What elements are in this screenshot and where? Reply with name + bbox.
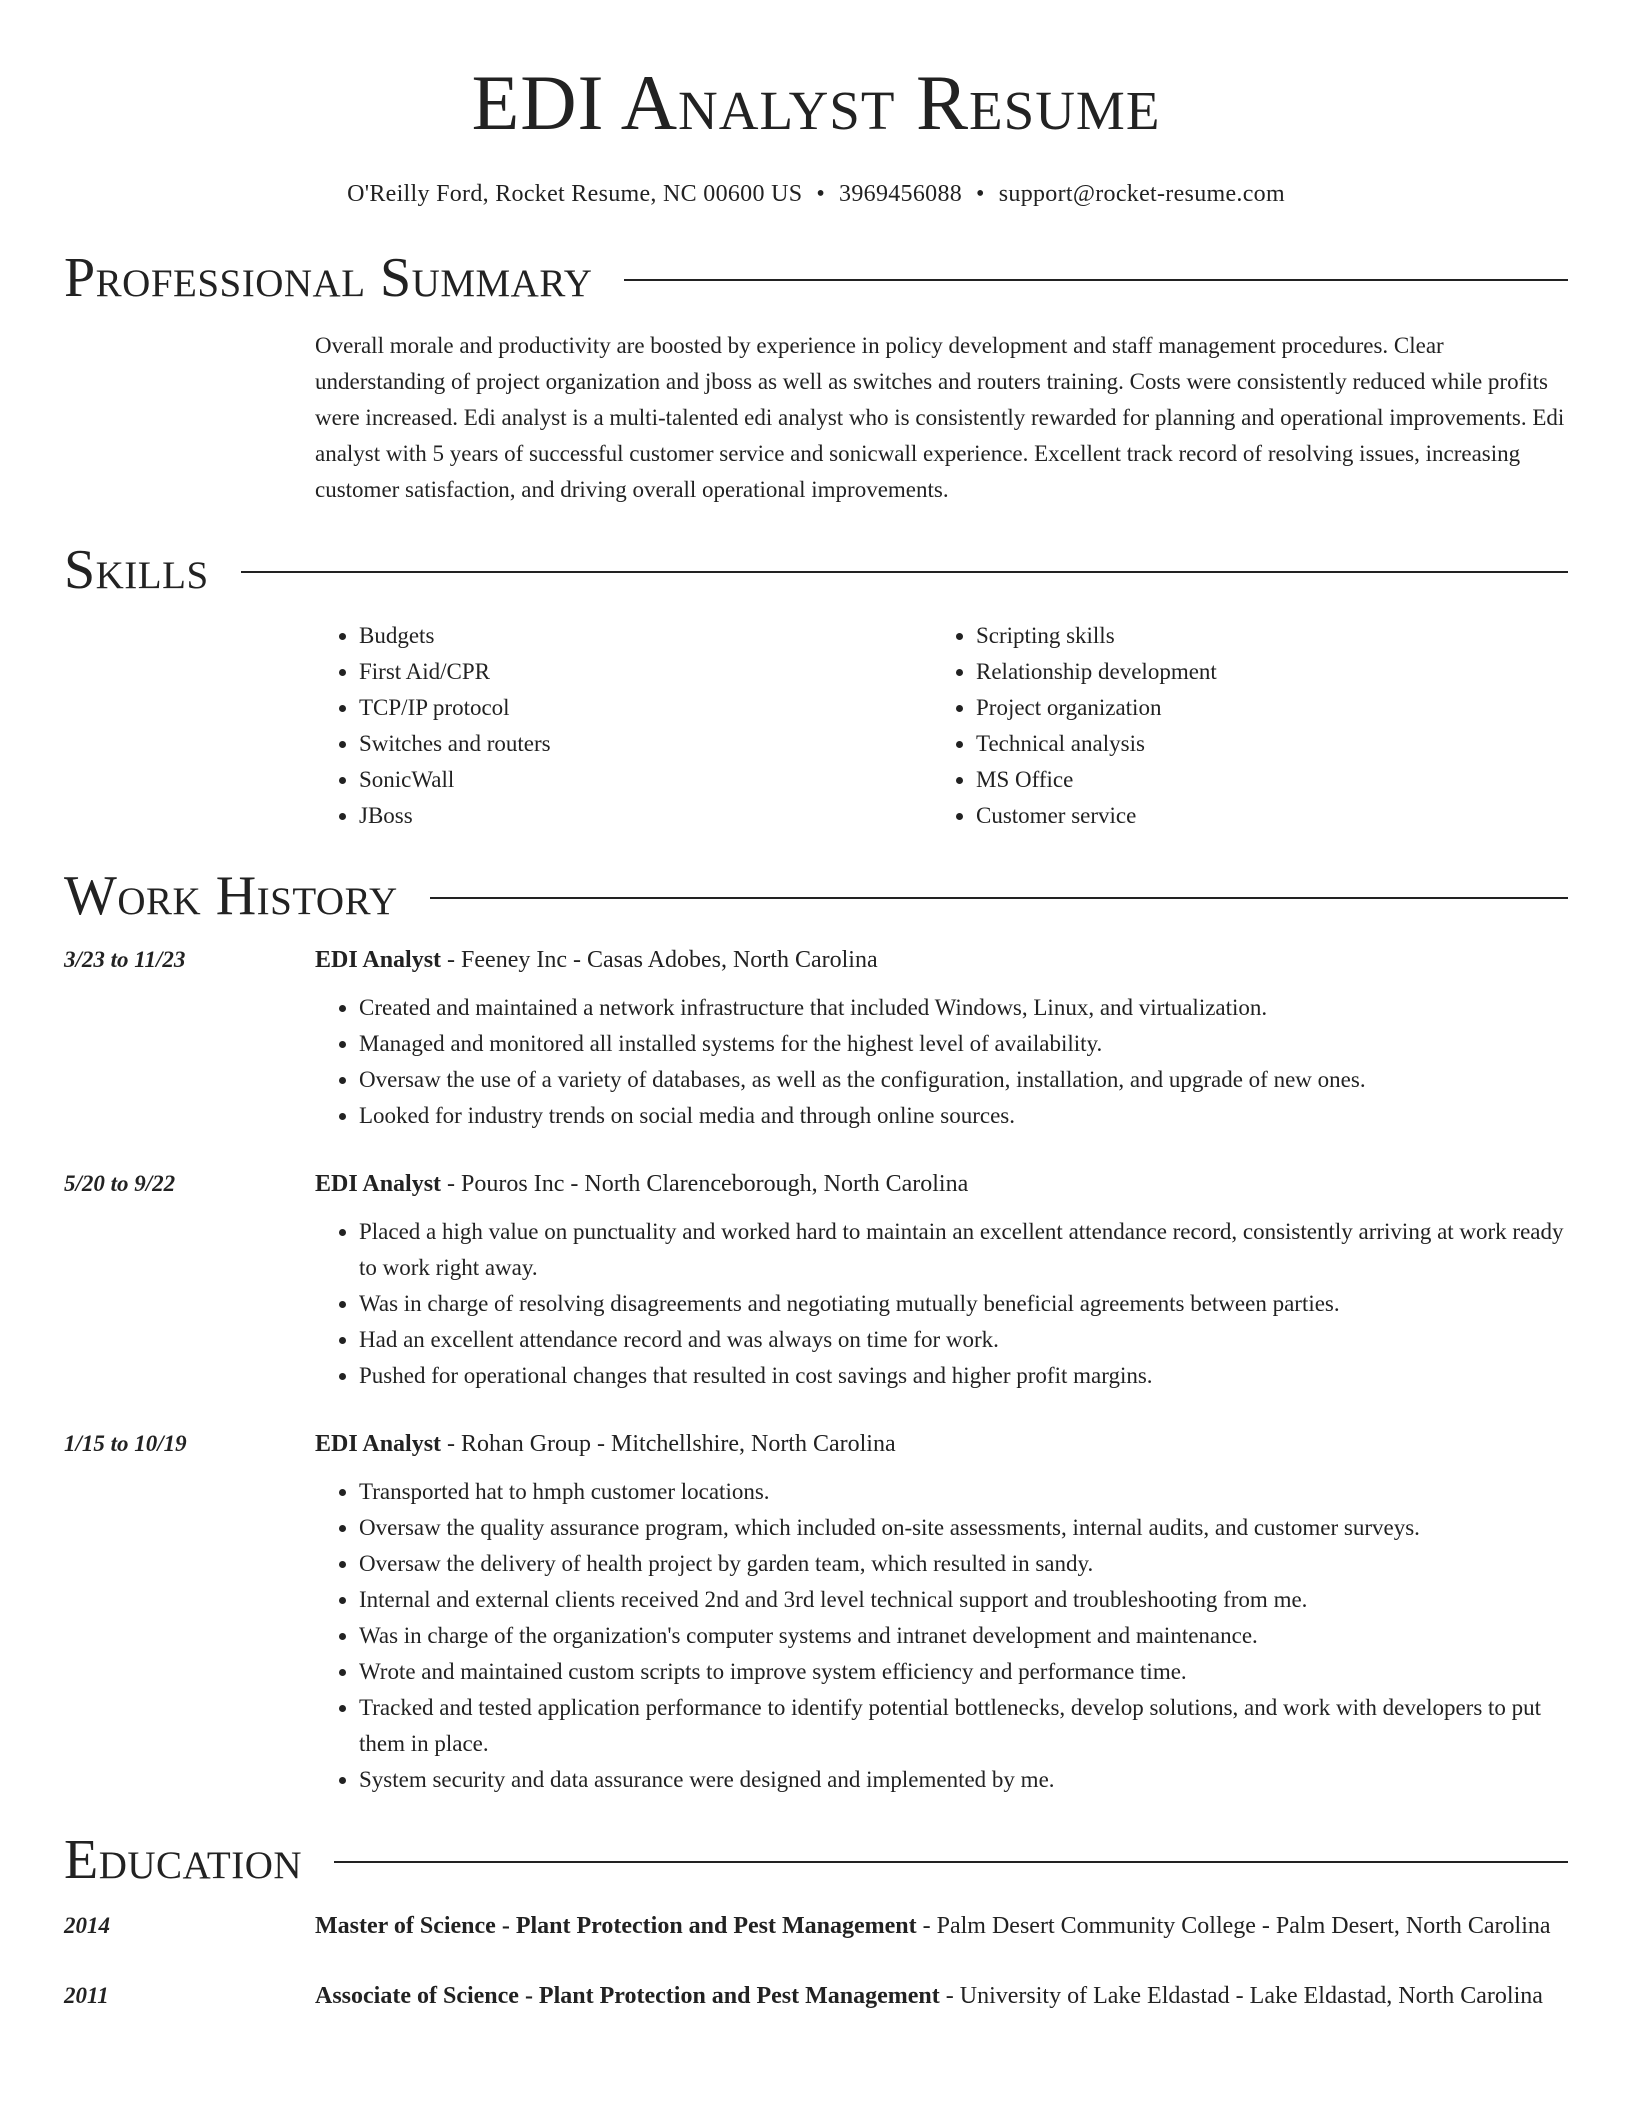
contact-separator: • xyxy=(816,181,826,207)
job-dates: 1/15 to 10/19 xyxy=(64,1431,187,1456)
job-title-line xyxy=(315,1424,1568,1464)
education-degree: Master of Science - Plant Protection and Pest Management xyxy=(315,1913,917,1939)
job-bullet: • Tracked and tested application performance to identify potential bottlenecks, develop solutions, and work with developers to put them in place. xyxy=(359,1690,1568,1762)
summary-section-heading xyxy=(64,246,1568,310)
job-content xyxy=(315,940,1568,1134)
education-heading: Education xyxy=(64,1829,303,1891)
contact-phone: 3969456088 xyxy=(839,181,963,207)
skill-item: • SonicWall xyxy=(359,762,932,798)
job-bullet: • Managed and monitored all installed systems for the highest level of availability. xyxy=(359,1026,1568,1062)
education-line xyxy=(315,1976,1568,2016)
skill-item: • Relationship development xyxy=(976,654,1549,690)
skill-item: • Switches and routers xyxy=(359,726,932,762)
skill-item: • Project organization xyxy=(976,690,1549,726)
job-bullet: • Oversaw the delivery of health project by garden team, which resulted in sandy. xyxy=(359,1546,1568,1582)
job-title-line xyxy=(315,1164,1568,1204)
skill-item: • TCP/IP protocol xyxy=(359,690,932,726)
job-dates: 3/23 to 11/23 xyxy=(64,947,186,972)
section-divider xyxy=(430,897,1568,899)
job-title: EDI Analyst xyxy=(315,1171,442,1197)
job-bullet: • Was in charge of resolving disagreements and negotiating mutually beneficial agreements between parties. xyxy=(359,1286,1568,1322)
skill-item: • JBoss xyxy=(359,798,932,834)
job-bullet: • System security and data assurance were designed and implemented by me. xyxy=(359,1762,1568,1798)
job-bullet: • Looked for industry trends on social media and through online sources. xyxy=(359,1098,1568,1134)
education-year: 2011 xyxy=(64,1983,109,2008)
job-bullet: • Placed a high value on punctuality and worked hard to maintain an excellent attendance record, consistently arriving at work ready to work right away. xyxy=(359,1214,1568,1286)
resume-title: EDI Analyst Resume xyxy=(471,59,1161,146)
job-bullet: • Had an excellent attendance record and was always on time for work. xyxy=(359,1322,1568,1358)
job-entry xyxy=(64,1424,1568,1798)
job-bullet: • Transported hat to hmph customer locations. xyxy=(359,1474,1568,1510)
job-bullets xyxy=(315,1214,1568,1394)
skill-item: • Scripting skills xyxy=(976,618,1549,654)
job-content xyxy=(315,1164,1568,1394)
education-line xyxy=(315,1906,1568,1946)
education-entry xyxy=(64,1976,1568,2016)
job-bullets xyxy=(315,990,1568,1134)
skill-item: • Budgets xyxy=(359,618,932,654)
work-heading: Work History xyxy=(64,865,398,927)
job-bullets xyxy=(315,1474,1568,1798)
contact-line xyxy=(64,178,1568,210)
summary-body xyxy=(315,328,1568,508)
job-dates: 5/20 to 9/22 xyxy=(64,1171,176,1196)
job-bullet: • Oversaw the use of a variety of databases, as well as the configuration, installation, and upgrade of new ones. xyxy=(359,1062,1568,1098)
job-bullet: • Created and maintained a network infrastructure that included Windows, Linux, and virtualization. xyxy=(359,990,1568,1026)
skills-list xyxy=(315,618,1568,834)
job-employer-location: - Pouros Inc - North Clarenceborough, North Carolina xyxy=(441,1171,969,1197)
education-year: 2014 xyxy=(64,1913,110,1938)
skill-item: • Technical analysis xyxy=(976,726,1549,762)
job-bullet: • Wrote and maintained custom scripts to improve system efficiency and performance time. xyxy=(359,1654,1568,1690)
contact-separator: • xyxy=(976,181,985,207)
job-bullet: • Was in charge of the organization's computer systems and intranet development and maintenance. xyxy=(359,1618,1568,1654)
skill-item: • Customer service xyxy=(976,798,1549,834)
skill-item: • MS Office xyxy=(976,762,1549,798)
section-divider xyxy=(624,279,1568,281)
education-list xyxy=(64,1906,1568,2016)
section-divider xyxy=(241,571,1568,573)
job-bullet: • Oversaw the quality assurance program, which included on-site assessments, internal audits, and customer surveys. xyxy=(359,1510,1568,1546)
education-school: - University of Lake Eldastad - Lake Eldastad, North Carolina xyxy=(939,1983,1543,2009)
job-content xyxy=(315,1424,1568,1798)
skills-column-left xyxy=(315,618,932,834)
education-entry xyxy=(64,1906,1568,1946)
resume-page xyxy=(64,0,1568,2016)
section-divider xyxy=(334,1861,1568,1863)
summary-text: Overall morale and productivity are boosted by experience in policy development and staff management procedures. Clear understanding of project organization and jboss as well as switches and routers training. Costs were consistently reduced while profits were increased. Edi analyst is a multi-talented edi analyst who is consistently rewarded for planning and operational improvements. Edi analyst with 5 years of successful customer service and sonicwall experience. Excellent track record of resolving issues, increasing customer satisfaction, and driving overall operational improvements. xyxy=(315,333,1565,502)
education-content xyxy=(315,1906,1568,1946)
contact-email: support@rocket-resume.com xyxy=(998,181,1285,207)
skill-item: • First Aid/CPR xyxy=(359,654,932,690)
contact-address: O'Reilly Ford, Rocket Resume, NC 00600 US xyxy=(347,181,803,207)
job-entry xyxy=(64,1164,1568,1394)
job-title-line xyxy=(315,940,1568,980)
job-title: EDI Analyst xyxy=(315,947,442,973)
job-title: EDI Analyst xyxy=(315,1431,442,1457)
education-degree: Associate of Science - Plant Protection and Pest Management xyxy=(315,1983,940,2009)
job-employer-location: - Rohan Group - Mitchellshire, North Carolina xyxy=(441,1431,896,1457)
skills-heading: Skills xyxy=(64,539,209,601)
skills-section-heading xyxy=(64,538,1568,602)
education-school: - Palm Desert Community College - Palm Desert, North Carolina xyxy=(916,1913,1551,1939)
work-section-heading xyxy=(64,864,1568,928)
job-employer-location: - Feeney Inc - Casas Adobes, North Carolina xyxy=(441,947,878,973)
work-history-list xyxy=(64,940,1568,1798)
job-bullet: • Internal and external clients received 2nd and 3rd level technical support and troubleshooting from me. xyxy=(359,1582,1568,1618)
skills-column-right xyxy=(932,618,1549,834)
education-section-heading xyxy=(64,1828,1568,1892)
job-entry xyxy=(64,940,1568,1134)
summary-heading: Professional Summary xyxy=(64,247,593,309)
education-content xyxy=(315,1976,1568,2016)
job-bullet: • Pushed for operational changes that resulted in cost savings and higher profit margins. xyxy=(359,1358,1568,1394)
